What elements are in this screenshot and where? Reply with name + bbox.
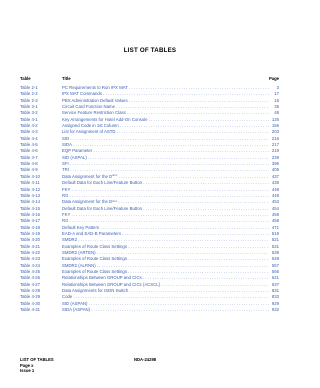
column-header-table: Table	[20, 76, 31, 81]
toc-entry-title-text[interactable]: Data Assignment for the D	[62, 173, 113, 179]
toc-entry-page[interactable]: 3	[276, 85, 279, 90]
toc-entry-number[interactable]: Table 4-28	[20, 288, 41, 293]
toc-entry-page[interactable]: 519	[271, 230, 279, 236]
toc-entry-number[interactable]: Table 4-26	[20, 275, 41, 281]
toc-entry-title-text[interactable]: Default Key Pattern	[62, 224, 100, 230]
page-title: LIST OF TABLES	[123, 47, 177, 54]
toc-entry-number[interactable]: Table 4-15	[20, 205, 41, 211]
footer-issue: Issue 1	[20, 368, 35, 374]
toc-entry-page[interactable]: 833	[271, 294, 279, 300]
toc-entry-page[interactable]: 217	[271, 142, 279, 148]
toc-entry-title-text[interactable]: List for Assignment of ASTD	[62, 129, 116, 135]
toc-entry-title-text[interactable]: Data Assignment for the D	[62, 199, 113, 205]
toc-entry-superscript: term	[112, 174, 118, 178]
column-header-row	[20, 76, 279, 84]
toc-entry-number[interactable]: Table 3-1	[20, 104, 38, 110]
toc-entry-title-text[interactable]: SID (ASPAL)	[62, 154, 87, 160]
toc-entry-page[interactable]: 471	[271, 224, 279, 230]
toc-entry-page[interactable]: 405	[271, 167, 279, 173]
toc-entry-superscript: term	[112, 199, 118, 203]
toc-entry-number[interactable]: Table 4-24	[20, 262, 41, 268]
toc-entry-title-text[interactable]: Default Data for Each Line/Feature Button	[62, 205, 143, 211]
toc-entry[interactable]	[20, 307, 279, 313]
toc-entry-title-text[interactable]: Default Data for Each Line/Feature Button	[62, 180, 143, 186]
toc-entry-number[interactable]: Table 4-27	[20, 281, 41, 287]
toc-entry-page[interactable]: 156	[271, 123, 279, 129]
toc-entry-number[interactable]: Table 2-2	[20, 91, 38, 97]
toc-entry-title-text[interactable]: EAD-A and EAD-B Parameters	[62, 230, 121, 236]
toc-entry-title-text[interactable]: Assigned Code in 1st Column	[62, 123, 119, 129]
toc-entry-page[interactable]: 566	[271, 268, 279, 274]
toc-entry-title-text[interactable]: Data Assignments for ISDN Switch	[62, 288, 129, 293]
toc-entry-title-text[interactable]: RG	[62, 192, 69, 198]
toc-entry-page[interactable]: 557	[271, 262, 279, 268]
toc-entry-number[interactable]: Table 4-16	[20, 211, 41, 217]
toc-entry-number[interactable]: Table 4-6	[20, 148, 38, 154]
toc-entry-number[interactable]: Table 2-3	[20, 97, 38, 103]
toc-entry-page[interactable]: 17	[274, 91, 279, 97]
toc-entry-page[interactable]: 453	[271, 199, 279, 205]
toc-entry-page[interactable]: 932	[271, 307, 279, 313]
toc-entry-title-text[interactable]: Code	[62, 294, 73, 300]
toc-entry-title-text[interactable]: Relationships Between GROUP and CICs	[62, 275, 142, 281]
toc-entry-number[interactable]: Table 4-5	[20, 142, 38, 148]
footer-doc-id: NDA-24298	[134, 357, 157, 362]
toc-entry-title-text[interactable]: SIDA	[62, 142, 72, 148]
toc-entry-title[interactable]	[62, 307, 269, 313]
toc-entry-title-text[interactable]: TRI	[62, 167, 69, 173]
toc-entry-title-text[interactable]: SIDA (ASPAN)	[62, 307, 91, 313]
toc-entry-page[interactable]: 438	[271, 180, 279, 186]
toc-entry-title-text[interactable]: SID	[62, 135, 70, 141]
toc-entry-title-text[interactable]: IPX MAT Commands	[62, 91, 102, 97]
toc-entry-title-text[interactable]: PC Requirements to Run IPX MAT	[62, 85, 128, 90]
toc-entry-page[interactable]: 437	[271, 173, 279, 179]
toc-entry-number[interactable]: Table 4-31	[20, 307, 41, 313]
toc-entry-number[interactable]: Table 4-17	[20, 218, 41, 224]
toc-entry-page[interactable]: 219	[271, 148, 279, 154]
toc-entry-title-text[interactable]: SMDR2 (ALRNN)	[62, 262, 96, 268]
toc-entry-page[interactable]: 449	[271, 192, 279, 198]
toc-entry-number[interactable]: Table 3-2	[20, 110, 38, 116]
toc-entry-title-text[interactable]: PBX Administration Default Values	[62, 97, 128, 103]
toc-entry-number[interactable]: Table 4-21	[20, 243, 41, 249]
toc-entry-title-text[interactable]: SID (ASPAN)	[62, 300, 88, 306]
toc-entry-page[interactable]: 448	[271, 186, 279, 192]
toc-entry-page[interactable]: 539	[271, 249, 279, 255]
toc-entry-title-text[interactable]: SMDR2	[62, 237, 78, 243]
toc-entry-page[interactable]: 48	[274, 110, 279, 116]
toc-entry-page[interactable]: 831	[271, 288, 279, 293]
toc-entry-title-text[interactable]: Service Feature Restriction Class	[62, 110, 126, 116]
toc-entry-number[interactable]: Table 4-9	[20, 167, 38, 173]
toc-entry-number[interactable]: Table 2-1	[20, 85, 38, 90]
toc-entry-title-text[interactable]: Circuit Card Function Name	[62, 104, 116, 110]
toc-entry-title-text[interactable]: Relationships Between GROUP and CICs (ACSCL)	[62, 281, 161, 287]
toc-entry-number[interactable]: Table 4-22	[20, 249, 41, 255]
toc-entry-number[interactable]: Table 4-3	[20, 129, 38, 135]
toc-entry-page[interactable]: 125	[271, 116, 279, 122]
toc-entry-number[interactable]: Table 4-10	[20, 173, 41, 179]
toc-entry-page[interactable]: 18	[274, 97, 279, 103]
toc-entry-page[interactable]: 549	[271, 256, 279, 262]
toc-entry-page[interactable]: 459	[271, 211, 279, 217]
toc-entry-number[interactable]: Table 4-25	[20, 268, 41, 274]
column-header-title: Title	[62, 76, 71, 81]
toc-entry-number[interactable]: Table 4-13	[20, 192, 41, 198]
toc-entry-page[interactable]: 216	[271, 135, 279, 141]
toc-entry-number[interactable]: Table 4-18	[20, 224, 41, 230]
footer-section: LIST OF TABLES	[20, 357, 54, 362]
toc-entry-title-text[interactable]: EQP Parameter	[62, 148, 93, 154]
toc-entry-number[interactable]: Table 4-4	[20, 135, 38, 141]
toc-entry-number[interactable]: Table 4-12	[20, 186, 41, 192]
toc-entry-title-text[interactable]: FKY	[62, 211, 71, 217]
toc-entry-page[interactable]: 459	[271, 218, 279, 224]
toc-entry-page[interactable]: 35	[274, 104, 279, 110]
toc-entry-number[interactable]: Table 4-19	[20, 230, 41, 236]
toc-entry-title-text[interactable]: RG	[62, 218, 69, 224]
toc-entry-page[interactable]: 454	[271, 205, 279, 211]
toc-entry-page[interactable]: 929	[271, 300, 279, 306]
footer-page: Page x	[20, 362, 34, 368]
toc-entry-number[interactable]: Table 4-8	[20, 161, 38, 167]
toc-entry-number[interactable]: Table 4-1	[20, 116, 38, 122]
toc-entry-title-text[interactable]: SFI	[62, 161, 69, 167]
page-footer	[20, 357, 280, 374]
tables-list	[20, 85, 279, 313]
toc-entry-number[interactable]: Table 4-20	[20, 237, 41, 243]
toc-entry-title-text[interactable]: Examples of Route Class Settings	[62, 243, 127, 249]
toc-entry-title-text[interactable]: SMDR2 (ARTEN)	[62, 249, 96, 255]
toc-entry-number[interactable]: Table 4-11	[20, 180, 40, 186]
column-header-page: Page	[268, 76, 279, 81]
toc-entry-number[interactable]: Table 4-14	[20, 199, 41, 205]
toc-entry-page[interactable]: 396	[271, 161, 279, 167]
toc-entry-title-text[interactable]: FKY	[62, 186, 71, 192]
toc-entry-number[interactable]: Table 4-30	[20, 300, 41, 306]
toc-entry-page[interactable]: 203	[271, 129, 279, 135]
toc-entry-title-text[interactable]: Key Arrangements for Hotel Add-On Console	[62, 116, 148, 122]
toc-entry-page[interactable]: 521	[271, 237, 279, 243]
toc-entry-page[interactable]: 637	[271, 281, 279, 287]
toc-entry-page[interactable]: 621	[271, 275, 279, 281]
toc-entry-page[interactable]: 531	[271, 243, 279, 249]
toc-entry-page[interactable]: 239	[271, 154, 279, 160]
toc-entry-number[interactable]: Table 4-23	[20, 256, 41, 262]
toc-entry-title-text[interactable]: Examples of Route Class Settings	[62, 268, 127, 274]
toc-entry-number[interactable]: Table 4-2	[20, 123, 38, 129]
toc-entry-title-text[interactable]: Examples of Route Class Settings	[62, 256, 127, 262]
toc-entry-number[interactable]: Table 4-7	[20, 154, 38, 160]
toc-entry-number[interactable]: Table 4-29	[20, 294, 41, 300]
